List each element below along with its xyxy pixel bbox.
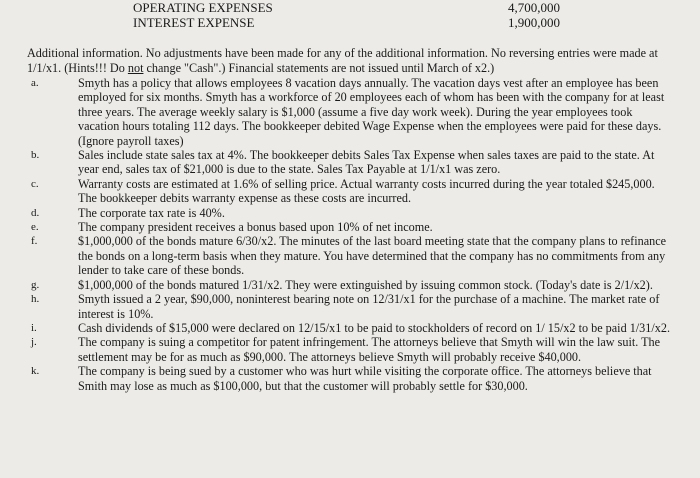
intro-underlined-word: not	[127, 60, 144, 75]
operating-expenses-label: OPERATING EXPENSES	[133, 0, 273, 15]
list-item	[27, 321, 677, 335]
list-item	[27, 292, 677, 321]
information-items-list	[27, 76, 677, 393]
item-letter: k.	[31, 365, 40, 378]
list-item	[27, 234, 677, 277]
item-letter: i.	[31, 321, 37, 334]
list-item	[27, 220, 677, 234]
item-text: Cash dividends of $15,000 were declared on 12/15/x1 to be paid to stockholders of record on 1/ 15/x2 to be paid 1/31/x2.	[78, 320, 670, 335]
item-letter: f.	[31, 235, 38, 248]
intro-text-part1: Additional information. No adjustments have been made for any of the additional information. No reversing entries were made at 1/1/x1. (Hints!!! Do	[27, 46, 658, 75]
intro-text-part2: change "Cash".) Financial statements are not issued until March of x2.)	[143, 60, 495, 75]
item-letter: d.	[31, 206, 40, 219]
item-text: The company is suing a competitor for patent infringement. The attorneys believe that Smyth will win the law suit. The settlement may be for as much as $90,000. The attorneys believe Smyth will probably receive $40,000.	[78, 335, 661, 364]
interest-expense-label: INTEREST EXPENSE	[133, 15, 255, 30]
item-letter: e.	[31, 221, 39, 234]
item-text: The corporate tax rate is 40%.	[78, 205, 225, 220]
item-text: Warranty costs are estimated at 1.6% of selling price. Actual warranty costs incurred during the year totaled $245,000. The bookkeeper debits warranty expense as these costs are incurred.	[78, 176, 655, 206]
item-letter: a.	[31, 77, 39, 89]
list-item	[27, 148, 677, 177]
item-text: Smyth has a policy that allows employees 8 vacation days annually. The vacation days vest after an employee has been employed for six months. Smyth has a workforce of 20 employees each of whom has been with the company for at least three years. The average weekly salary is $1,000 (assume a five day work week). During the year employees took vacation hours totaling 112 days. The bookkeeper debited Wage Expense when the employees were paid for these days. (Ignore payroll taxes)	[78, 76, 665, 148]
list-item	[27, 177, 677, 206]
item-letter: c.	[31, 177, 39, 190]
operating-expenses-value: 4,700,000	[508, 0, 560, 15]
interest-expense-value: 1,900,000	[508, 15, 560, 30]
list-item	[27, 76, 677, 148]
item-text: Sales include state sales tax at 4%. The bookkeeper debits Sales Tax Expense when sales taxes are paid to the state. At year end, sales tax of $21,000 is due to the state. Sales Tax Payable at 1/1/x1 was zero.	[78, 148, 655, 177]
item-letter: g.	[31, 278, 40, 291]
list-item	[27, 278, 677, 292]
item-text: $1,000,000 of the bonds matured 1/31/x2. They were extinguished by issuing common stock. (Today's date is 2/1/x2).	[78, 277, 653, 292]
additional-information-paragraph	[27, 46, 677, 75]
list-item	[27, 364, 677, 393]
item-text: The company president receives a bonus based upon 10% of net income.	[78, 220, 433, 235]
item-text: $1,000,000 of the bonds mature 6/30/x2. The minutes of the last board meeting state that the company plans to refinance the bonds on a long-term basis when they mature. You have determined that the company has no commitments from any lender to take care of these bonds.	[78, 234, 667, 278]
item-letter: j.	[31, 336, 37, 349]
item-letter: h.	[31, 293, 40, 306]
item-letter: b.	[31, 149, 40, 162]
item-text: Smyth issued a 2 year, $90,000, noninterest bearing note on 12/31/x1 for the purchase of a machine. The market rate of interest is 10%.	[78, 292, 660, 321]
item-text: The company is being sued by a customer who was hurt while visiting the corporate office. The attorneys believe that Smith may lose as much as $100,000, but that the customer will probably settle for $30,000.	[78, 364, 652, 393]
list-item	[27, 335, 677, 364]
list-item	[27, 206, 677, 220]
